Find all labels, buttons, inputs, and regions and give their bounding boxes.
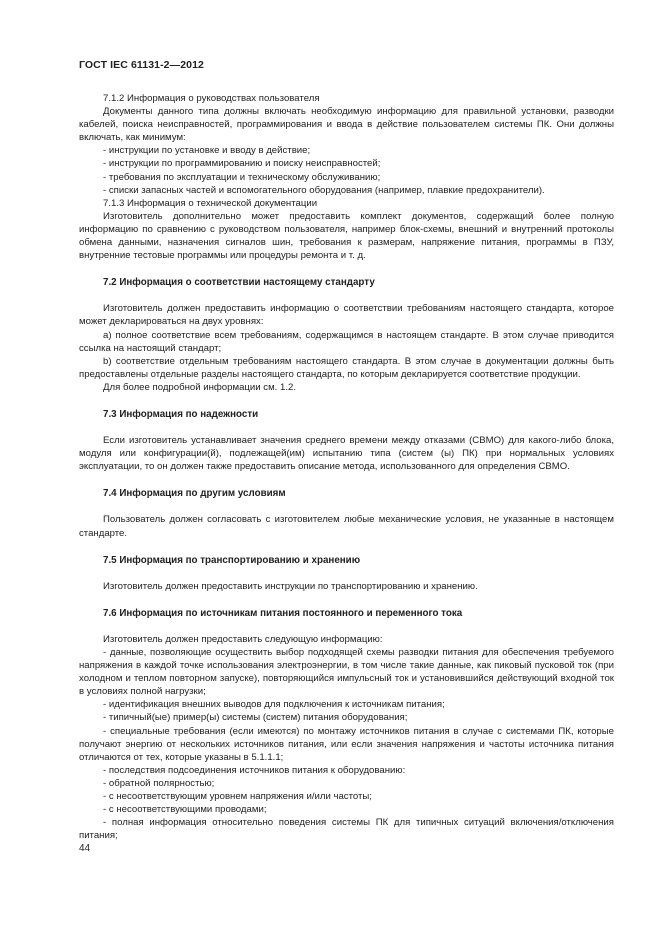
document-body bbox=[79, 92, 614, 842]
paragraph: Изготовитель должен предоставить инструкции по транспортированию и хранению. bbox=[103, 580, 478, 592]
list-item: - требования по эксплуатации и техническому обслуживанию; bbox=[103, 171, 381, 183]
list-item: - типичный(ые) пример(ы) системы (систем) питания оборудования; bbox=[103, 712, 408, 724]
paragraph: - специальные требования (если имеются) по монтажу источников питания в случае с системами ПК, которые получают энергию от нескольких источников питания, или если значения напряжения и частоты источника питания отличаются от тех, которые указаны в 5.1.1.1; bbox=[79, 725, 614, 763]
paragraph: - полная информация относительно поведения системы ПК для типичных ситуаций включения/отключения питания; bbox=[79, 817, 614, 842]
paragraph: Если изготовитель устанавливает значения среднего времени между отказами (СВМО) для какого-либо блока, модуля или конфигурации(й), подлежащей(им) испытанию типа (систем (ы) ПК) при нормальных условиях эксплуатации, то он должен также предоставить описание метода, использованного для определения СВМО. bbox=[79, 435, 614, 473]
section-heading: 7.4 Информация по другим условиям bbox=[103, 488, 286, 500]
paragraph: Для более подробной информации см. 1.2. bbox=[103, 381, 297, 393]
paragraph: Документы данного типа должны включать необходимую информацию для правильной установки, разводки кабелей, поиска неисправностей, программирования и ввода в действие пользователем системы ПК. Они должны включать, как минимум: bbox=[79, 106, 614, 144]
list-item: - идентификация внешних выводов для подключения к источникам питания; bbox=[103, 699, 445, 711]
list-item: - с несоответствующим уровнем напряжения и/или частоты; bbox=[103, 791, 372, 803]
paragraph: Пользователь должен согласовать с изготовителем любые механические условия, не указанные в настоящем стандарте. bbox=[79, 514, 614, 539]
list-item: - обратной полярностью; bbox=[103, 777, 215, 789]
section-heading: 7.5 Информация по транспортированию и хранению bbox=[103, 554, 361, 566]
section-heading: 7.6 Информация по источникам питания постоянного и переменного тока bbox=[103, 607, 463, 619]
section-heading: 7.3 Информация по надежности bbox=[103, 408, 259, 420]
paragraph: Изготовитель должен предоставить следующую информацию: bbox=[103, 633, 383, 645]
paragraph: 7.1.2 Информация о руководствах пользователя bbox=[103, 93, 320, 104]
list-item: - с несоответствующими проводами; bbox=[103, 804, 267, 816]
page-number: 44 bbox=[79, 843, 91, 854]
list-item: - инструкции по программированию и поиску неисправностей; bbox=[103, 158, 381, 170]
paragraph: - списки запасных частей и вспомогательного оборудования (например, плавкие предохранители). bbox=[103, 184, 545, 196]
page-header: ГОСТ IEC 61131-2—2012 bbox=[79, 59, 204, 71]
paragraph: a) полное соответствие всем требованиям, содержащимся в настоящем стандарте. В этом случае приводится ссылка на настоящий стандарт; bbox=[79, 329, 614, 354]
list-item: - инструкции по установке и вводу в действие; bbox=[103, 145, 311, 157]
list-item: - последствия подсоединения источников питания к оборудованию: bbox=[103, 764, 406, 776]
paragraph: 7.1.3 Информация о технической документации bbox=[103, 197, 318, 209]
paragraph: Изготовитель дополнительно может предоставить комплект документов, содержащий более полную информацию по сравнению с руководством пользователя, например блок-схемы, внешний и внутренний протоколы обмена данными, назначения сигналов шин, требования к размерам, напряжение питания, программы в ПЗУ, внутренние тестовые программы или процедуры ремонта и т. д. bbox=[79, 210, 614, 262]
paragraph: b) соответствие отдельным требованиям настоящего стандарта. В этом случае в документации должны быть предоставлены отдельные разделы настоящего стандарта, по которым декларируется соответствие продукции. bbox=[79, 355, 614, 380]
paragraph: Изготовитель должен предоставить информацию о соответствии требованиям настоящего стандарта, которое может декларироваться на двух уровнях: bbox=[79, 303, 614, 328]
paragraph: - данные, позволяющие осуществить выбор подходящей схемы разводки питания для обеспечения требуемого напряжения в каждой точке использования электроэнергии, в том числе такие данные, как пиковый пусковой ток (при холодном и теплом повторном запуске), повторяющийся импульсный ток и установившийся действующий входной ток в условиях полной нагрузки; bbox=[79, 647, 614, 698]
section-heading: 7.2 Информация о соответствии настоящему стандарту bbox=[103, 277, 375, 289]
